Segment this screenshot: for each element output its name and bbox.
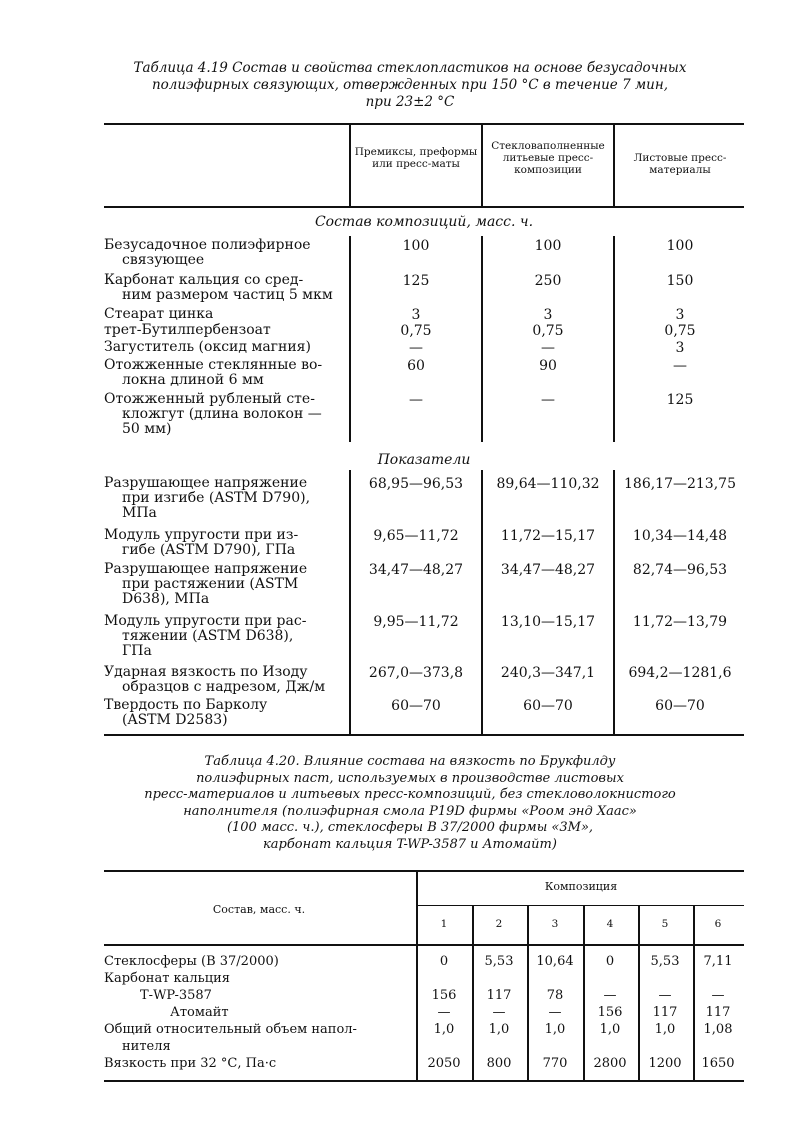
table20-cell: 800 (486, 1056, 512, 1071)
table19-col-divider (349, 236, 351, 442)
table19-cell: 13,10—15,17 (500, 614, 596, 630)
table19-cell: 100 (402, 238, 430, 254)
table19-cell: 125 (666, 392, 694, 408)
table20-cell: 2050 (427, 1056, 461, 1071)
label-line: гибе (ASTM D790), ГПа (122, 542, 296, 558)
table20-cell: 5,53 (484, 954, 514, 969)
table20-cell: — (437, 1005, 451, 1020)
table20-cell: 7,11 (703, 954, 733, 969)
table19-header-cast: Стекловаполненные литьевые пресс-композиции (491, 140, 605, 176)
table19-section-composition: Состав композиций, масс. ч. (314, 214, 534, 230)
table19-cell: 60 (407, 358, 425, 374)
table20-col-divider (416, 870, 418, 1080)
table19-row-label (104, 476, 340, 521)
table19-cell: 250 (534, 273, 562, 289)
table19-col-divider (481, 124, 483, 206)
table20-top-rule (104, 870, 744, 872)
table20-caption (90, 754, 730, 853)
table19-cell: 100 (534, 238, 562, 254)
table19-cell: 3 (675, 340, 685, 356)
caption-line: полиэфирных паст, используемых в производстве листовых (196, 770, 624, 786)
label-line: Безусадочное полиэфирное (104, 237, 311, 253)
table20-row-label: Стеклосферы (В 37/2000) (104, 954, 279, 969)
table19-row-label (104, 392, 340, 437)
table19-header-sheet: Листовые пресс-материалы (633, 152, 727, 176)
table19-cell: 150 (666, 273, 694, 289)
table20-row-label: нителя (122, 1039, 171, 1054)
table19-cell: 60—70 (655, 698, 705, 714)
table20-cell: 156 (431, 988, 457, 1003)
label-line: Модуль упругости при рас- (104, 613, 307, 629)
table19-cell: 34,47—48,27 (500, 562, 596, 578)
table20-cell: 117 (652, 1005, 678, 1020)
table19-cell: 0,75 (664, 323, 696, 339)
caption-line: пресс-материалов и литьевых пресс-композиций, без стекловолокнистого (144, 787, 676, 802)
table19-caption (90, 60, 730, 111)
table19-row-label (104, 665, 340, 695)
table19-cell: — (409, 340, 423, 356)
table20-cell: — (603, 988, 617, 1003)
table19-cell: 3 (675, 307, 685, 323)
caption-line: (100 масс. ч.), стеклосферы B 37/2000 фирмы «3M», (226, 820, 594, 835)
table19-col-divider (613, 124, 615, 206)
table19-cell: 9,65—11,72 (373, 528, 459, 544)
label-line: D638), МПа (122, 591, 210, 607)
table20-cell: 2800 (593, 1056, 627, 1071)
table19-cell: — (541, 340, 555, 356)
table19-row-label (104, 698, 340, 728)
table19-header-premix: Премиксы, преформы или пресс-маты (354, 146, 478, 170)
table20-col-number: 3 (551, 918, 559, 930)
caption-line: Таблица 4.20. Влияние состава на вязкость по Брукфилду (204, 754, 616, 769)
table20-cell: 1,0 (544, 1022, 566, 1037)
table19-row-label (104, 340, 340, 355)
table19-cell: 694,2—1281,6 (628, 665, 732, 681)
label-line: ГПа (122, 643, 152, 659)
caption-line: при 23±2 °С (365, 94, 455, 110)
table19-header-rule (104, 206, 744, 208)
table20-row-label: Вязкость при 32 °С, Па·с (104, 1056, 277, 1071)
table19-cell: 82,74—96,53 (632, 562, 728, 578)
label-line: Ударная вязкость по Изоду (104, 664, 308, 680)
table19-bottom-rule (104, 734, 744, 736)
table19-cell: — (409, 392, 423, 408)
label-line: Отожженные стеклянные во- (104, 357, 323, 373)
label-line: локна длиной 6 мм (122, 372, 264, 388)
label-line: МПа (122, 505, 157, 521)
table19-cell: 125 (402, 273, 430, 289)
table19-cell: 267,0—373,8 (368, 665, 464, 681)
table19-row-label (104, 307, 340, 322)
table19-col-divider (349, 470, 351, 734)
table20-cell: 1200 (648, 1056, 682, 1071)
label-line: Твердость по Барколу (104, 697, 268, 713)
table20-row-label: Т-WP-3587 (140, 988, 212, 1003)
table20-cell: — (492, 1005, 506, 1020)
caption-line: карбонат кальция T-WP-3587 и Атомайт) (263, 836, 557, 852)
table19-cell: — (541, 392, 555, 408)
label-line: трет-Бутилпербензоат (104, 322, 271, 338)
table20-cell: — (711, 988, 725, 1003)
table19-cell: 186,17—213,75 (624, 476, 736, 492)
table19-cell: 89,64—110,32 (496, 476, 600, 492)
caption-line: полиэфирных связующих, отвержденных при 150 °С в течение 7 мин, (151, 77, 669, 93)
table19-cell: 0,75 (532, 323, 564, 339)
table20-col-number: 1 (440, 918, 448, 930)
table20-cell: 156 (597, 1005, 623, 1020)
table19-cell: 60—70 (391, 698, 441, 714)
table20-cell: 1,0 (488, 1022, 510, 1037)
table20-cell: 1,08 (703, 1022, 733, 1037)
caption-line: наполнителя (полиэфирная смола P19D фирмы «Роом энд Хаас» (183, 803, 637, 819)
table20-cell: 1,0 (433, 1022, 455, 1037)
table20-row-label: Карбонат кальция (104, 971, 230, 986)
caption-line: Таблица 4.19 Состав и свойства стеклопластиков на основе безусадочных (133, 60, 687, 76)
label-line: 50 мм) (122, 421, 172, 437)
table20-cell: 770 (542, 1056, 568, 1071)
label-line: Модуль упругости при из- (104, 527, 299, 543)
table19-col-divider (613, 470, 615, 734)
label-line: связующее (122, 252, 205, 268)
table20-cell: — (658, 988, 672, 1003)
table19-cell: 11,72—13,79 (632, 614, 728, 630)
table20-cell: 10,64 (536, 954, 574, 969)
label-line: кложгут (длина волокон — (122, 406, 322, 422)
label-line: Отожженный рубленый сте- (104, 391, 315, 407)
table19-cell: 10,34—14,48 (632, 528, 728, 544)
table19-cell: 100 (666, 238, 694, 254)
table20-header-rule (104, 944, 744, 946)
table19-cell: 90 (539, 358, 557, 374)
table20-cell: 5,53 (650, 954, 680, 969)
table19-cell: 0,75 (400, 323, 432, 339)
table20-cell: 0 (605, 954, 615, 969)
table19-row-label (104, 273, 340, 303)
table19-col-divider (349, 124, 351, 206)
table19-col-divider (481, 236, 483, 442)
label-line: Загуститель (оксид магния) (104, 339, 311, 355)
label-line: тяжении (ASTM D638), (122, 628, 294, 644)
table19-cell: 60—70 (523, 698, 573, 714)
table20-col-number: 4 (606, 918, 614, 930)
table20-row-label: Общий относительный объем напол- (104, 1022, 357, 1037)
table20-group-rule (416, 905, 744, 906)
table20-bottom-rule (104, 1080, 744, 1082)
table20-cell: 1650 (701, 1056, 735, 1071)
table19-cell: 240,3—347,1 (500, 665, 596, 681)
table19-row-label (104, 323, 340, 338)
label-line: Карбонат кальция со сред- (104, 272, 304, 288)
table19-cell: 11,72—15,17 (500, 528, 596, 544)
label-line: при растяжении (ASTM (122, 576, 299, 592)
table20-cell: 1,0 (654, 1022, 676, 1037)
table20-cell: — (548, 1005, 562, 1020)
table20-col-number: 6 (714, 918, 722, 930)
table19-row-label (104, 528, 340, 558)
table19-cell: 68,95—96,53 (368, 476, 464, 492)
table19-row-label (104, 562, 340, 607)
table19-row-label (104, 238, 340, 268)
table20-col-number: 2 (495, 918, 503, 930)
table19-cell: — (673, 358, 687, 374)
table20-cell: 78 (546, 988, 564, 1003)
label-line: (ASTM D2583) (122, 712, 228, 728)
label-line: Разрушающее напряжение (104, 561, 308, 577)
table19-cell: 3 (411, 307, 421, 323)
label-line: Стеарат цинка (104, 306, 214, 322)
table19-cell: 9,95—11,72 (373, 614, 459, 630)
table19-cell: 34,47—48,27 (368, 562, 464, 578)
label-line: ним размером частиц 5 мкм (122, 287, 333, 303)
table19-row-label (104, 614, 340, 659)
table19-col-divider (613, 236, 615, 442)
table19-cell: 3 (543, 307, 553, 323)
table20-cell: 1,0 (599, 1022, 621, 1037)
table20-cell: 0 (439, 954, 449, 969)
table19-top-rule (104, 123, 744, 125)
table19-col-divider (481, 470, 483, 734)
table19-section-properties: Показатели (377, 452, 471, 468)
table20-cell: 117 (705, 1005, 731, 1020)
label-line: Разрушающее напряжение (104, 475, 308, 491)
table20-row-label: Атомайт (170, 1005, 229, 1020)
label-line: при изгибе (ASTM D790), (122, 490, 311, 506)
table19-row-label (104, 358, 340, 388)
table20-col-number: 5 (661, 918, 669, 930)
table20-header-composition: Состав, масс. ч. (212, 903, 306, 916)
table20-cell: 117 (486, 988, 512, 1003)
table20-header-group: Композиция (544, 880, 618, 893)
label-line: образцов с надрезом, Дж/м (122, 679, 326, 695)
